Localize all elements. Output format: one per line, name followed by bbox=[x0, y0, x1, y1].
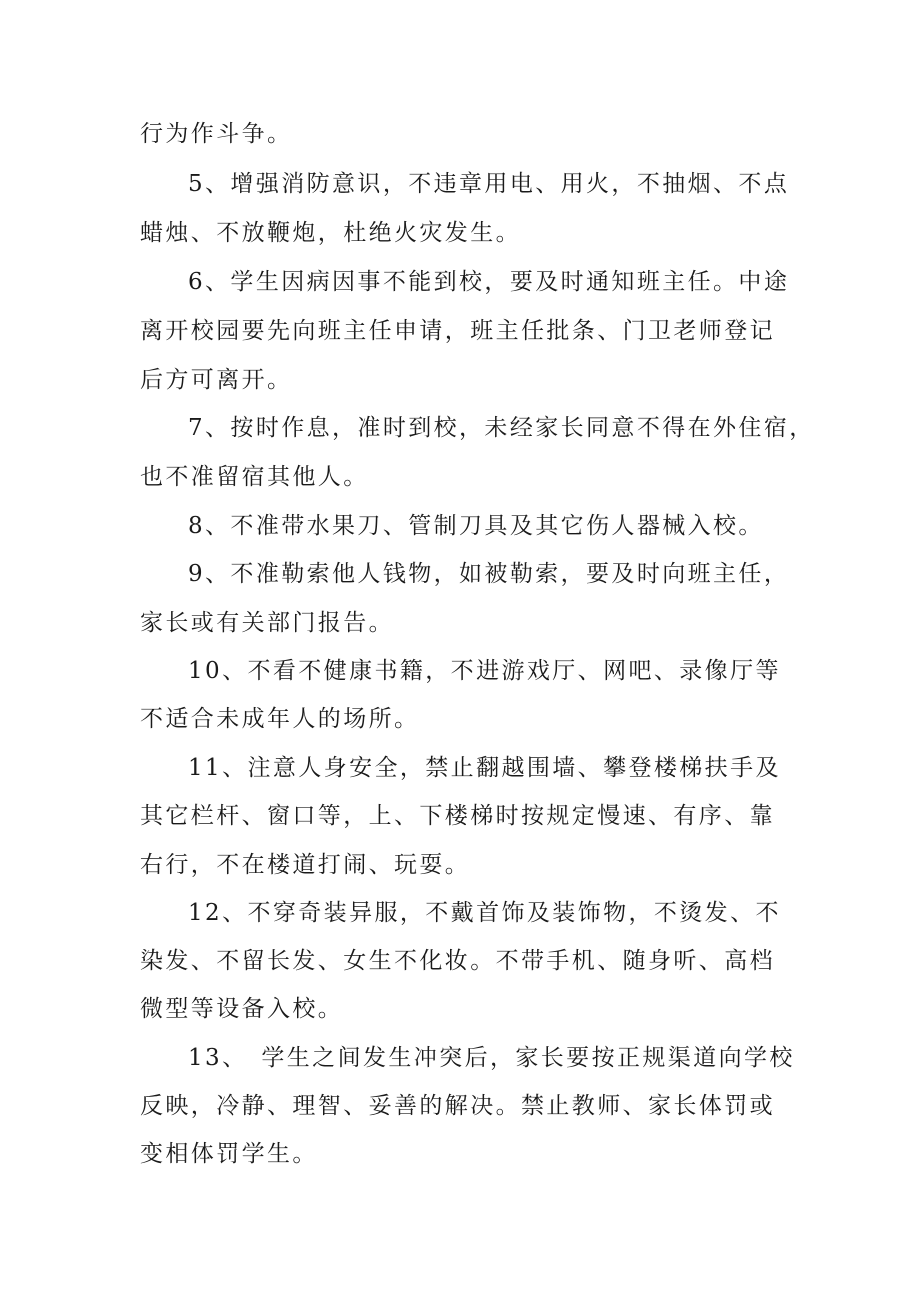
rule-9-line-1: 9、不准勒索他人钱物，如被勒索，要及时向班主任， bbox=[188, 561, 790, 587]
rule-5-line-1: 5、增强消防意识，不违章用电、用火，不抽烟、不点 bbox=[188, 171, 790, 197]
rule-13-line-2: 反映，冷静、理智、妥善的解决。禁止教师、家长体罚或 bbox=[140, 1093, 775, 1119]
rule-11-line-2: 其它栏杆、窗口等，上、下楼梯时按规定慢速、有序、靠 bbox=[140, 803, 775, 829]
rule-10-line-1: 10、不看不健康书籍，不进游戏厅、网吧、录像厅等 bbox=[188, 658, 781, 684]
rule-9-line-2: 家长或有关部门报告。 bbox=[140, 610, 394, 636]
rule-13-line-3: 变相体罚学生。 bbox=[140, 1141, 318, 1167]
rule-6-line-1: 6、学生因病因事不能到校，要及时通知班主任。中途 bbox=[188, 269, 790, 295]
rule-11-line-1: 11、注意人身安全，禁止翻越围墙、攀登楼梯扶手及 bbox=[188, 755, 781, 781]
rule-12-line-3: 微型等设备入校。 bbox=[140, 996, 344, 1022]
rule-5-line-2: 蜡烛、不放鞭炮，杜绝火灾发生。 bbox=[140, 220, 521, 246]
rule-7-line-1: 7、按时作息，准时到校，未经家长同意不得在外住宿， bbox=[188, 415, 815, 441]
rule-12-line-2: 染发、不留长发、女生不化妆。不带手机、随身听、高档 bbox=[140, 948, 775, 974]
rule-6-line-2: 离开校园要先向班主任申请，班主任批条、门卫老师登记 bbox=[140, 318, 775, 344]
rule-12-line-1: 12、不穿奇装异服，不戴首饰及装饰物，不烫发、不 bbox=[188, 900, 781, 926]
rule-7-line-2: 也不准留宿其他人。 bbox=[140, 464, 369, 490]
rule-11-line-3: 右行，不在楼道打闹、玩耍。 bbox=[140, 852, 471, 878]
rule-13-line-1: 13、 学生之间发生冲突后，家长要按正规渠道向学校 bbox=[188, 1045, 795, 1071]
rule-8-line-1: 8、不准带水果刀、管制刀具及其它伤人器械入校。 bbox=[188, 513, 764, 539]
text-line: 行为作斗争。 bbox=[140, 121, 293, 147]
rule-10-line-2: 不适合未成年人的场所。 bbox=[140, 706, 420, 732]
rule-6-line-3: 后方可离开。 bbox=[140, 367, 293, 393]
